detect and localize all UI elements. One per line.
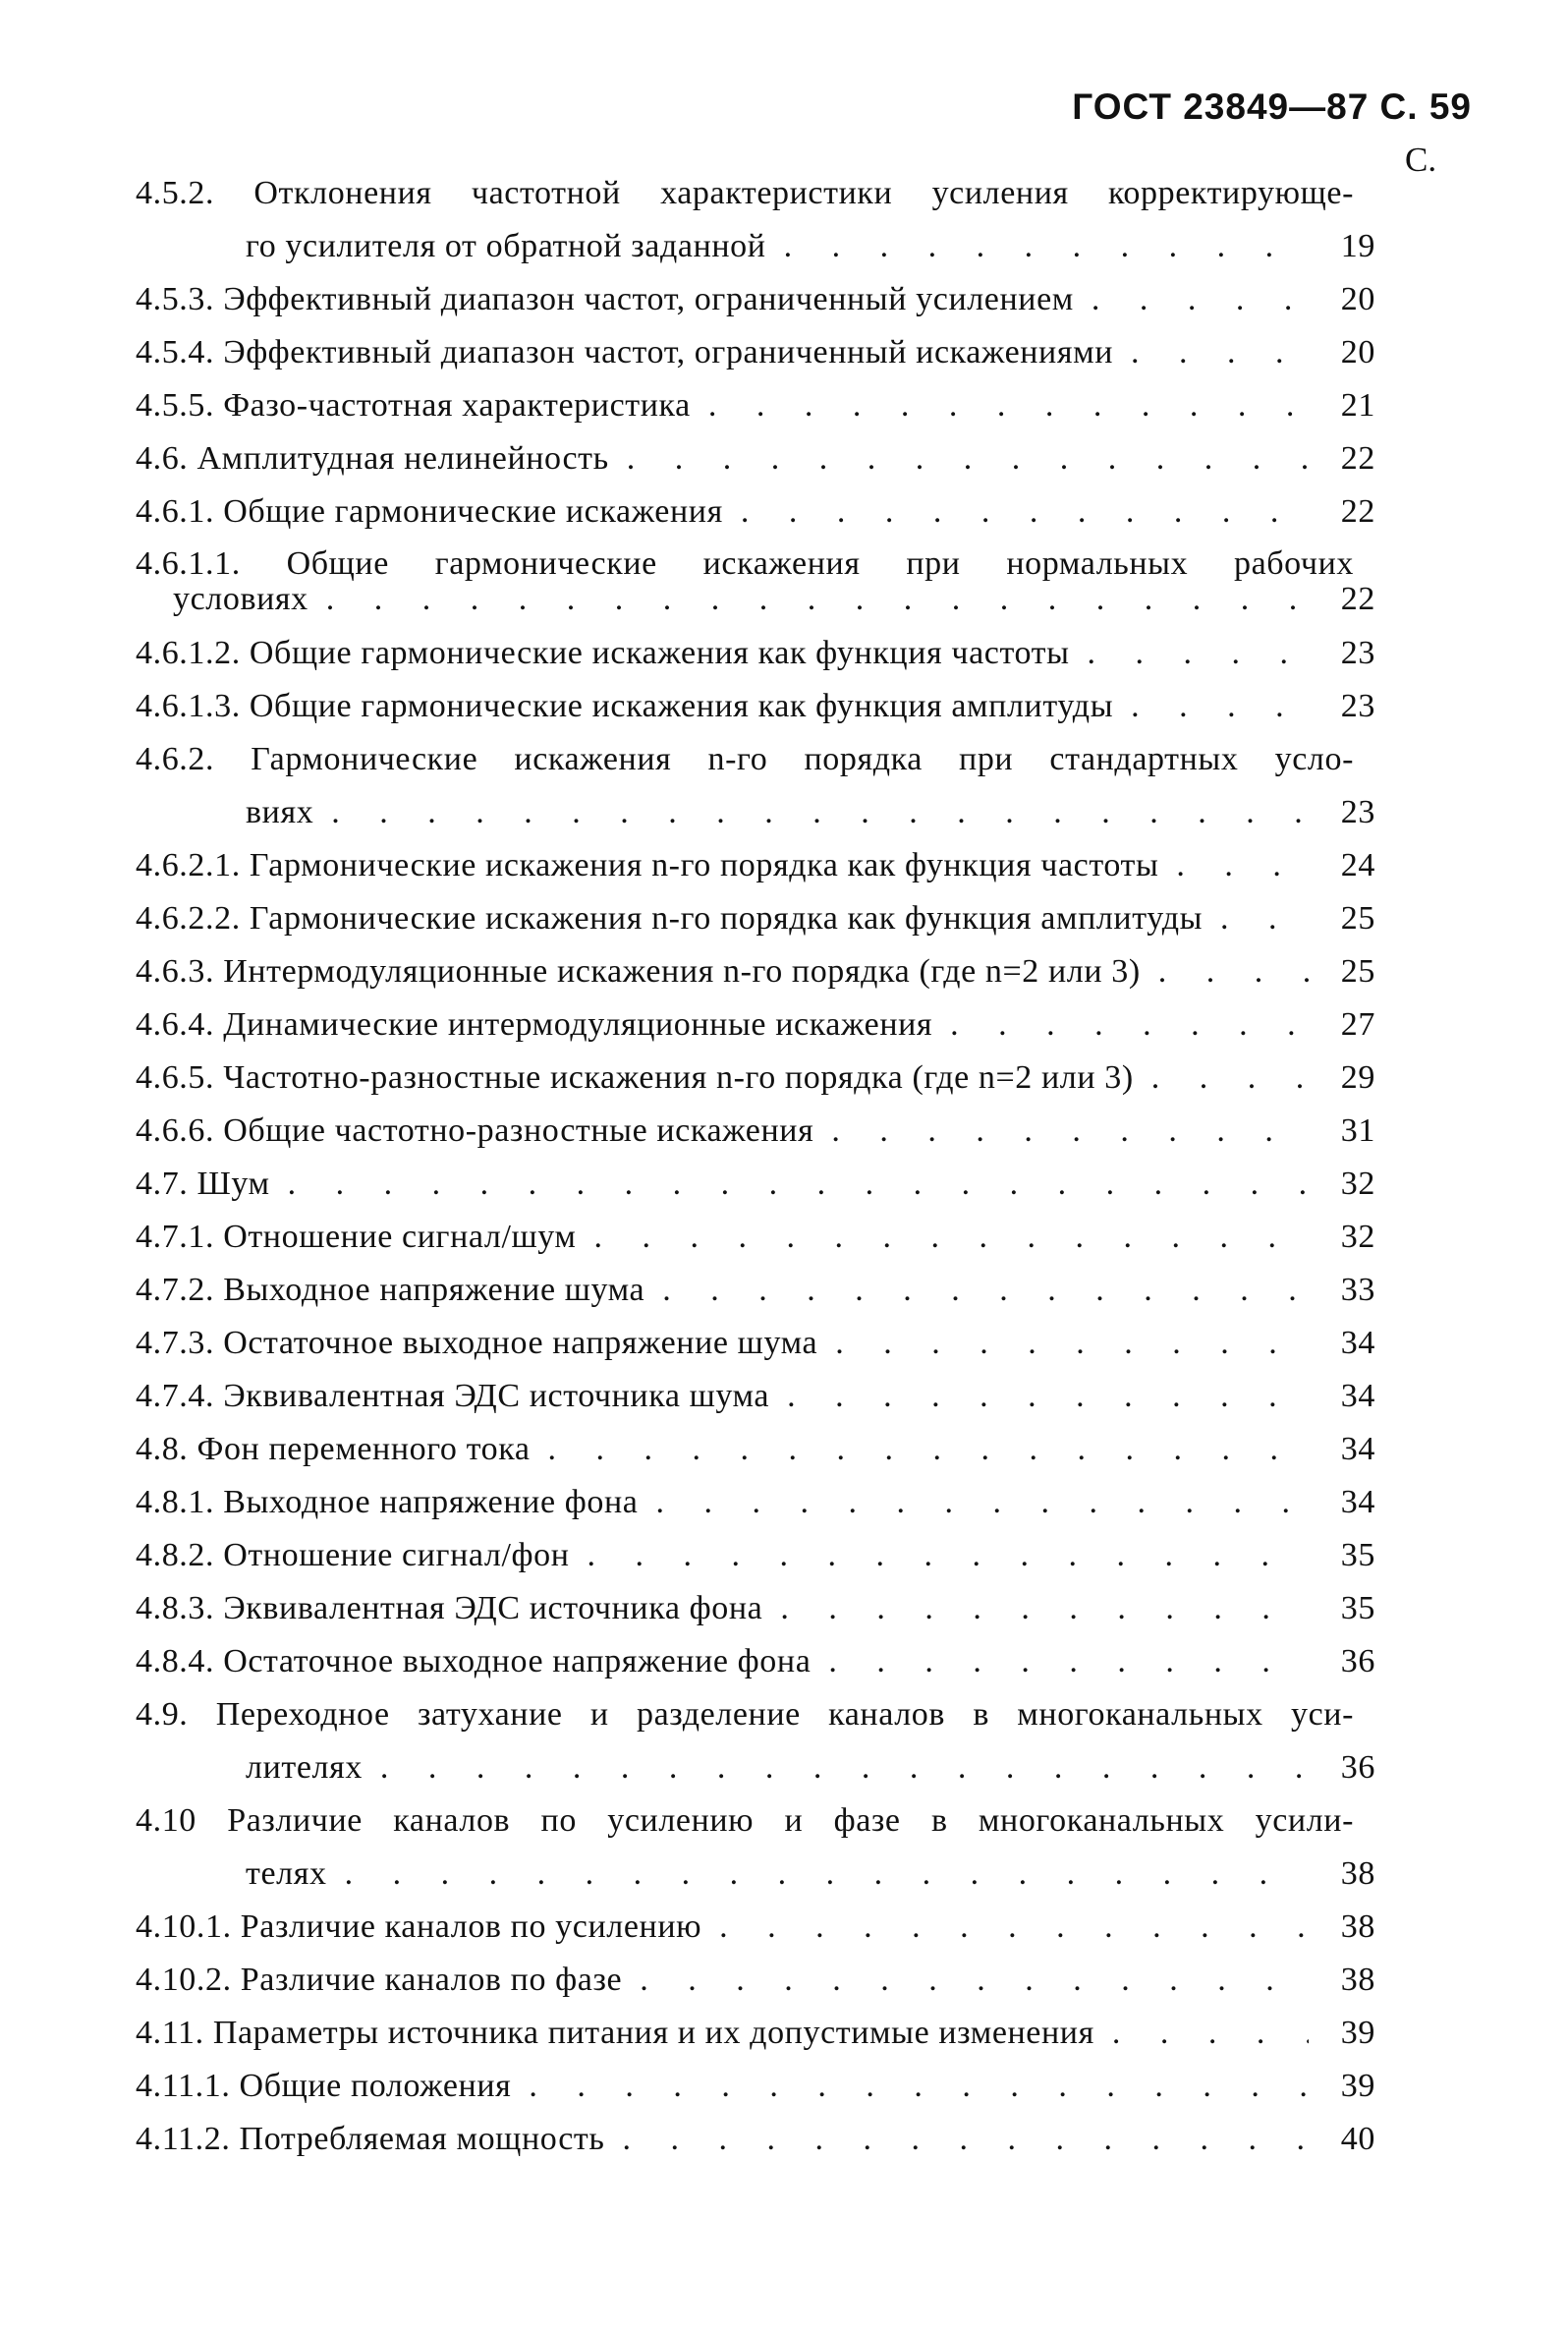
toc-entry-text: 4.11.2. Потребляемая мощность — [136, 2121, 605, 2157]
toc-entry — [136, 440, 1375, 493]
toc-entry-text: условиях — [173, 581, 308, 617]
toc-entry — [136, 493, 1375, 546]
toc-entry — [136, 900, 1375, 953]
dot-leader — [380, 1749, 1309, 1787]
dot-leader — [331, 794, 1309, 831]
toc-entry — [136, 847, 1375, 900]
toc-page-number: 31 — [1340, 1112, 1375, 1149]
toc-page-number: 19 — [1340, 228, 1375, 264]
toc-entry — [136, 1908, 1375, 1962]
dot-leader — [1176, 847, 1309, 884]
toc-page-number: 38 — [1340, 1962, 1375, 1998]
toc-entry — [136, 1431, 1375, 1484]
toc-page-number: 34 — [1340, 1431, 1375, 1467]
toc-page-number: 23 — [1340, 794, 1375, 830]
toc-entry-text: 4.7.4. Эквивалентная ЭДС источника шума — [136, 1378, 770, 1414]
toc-entry-text: 4.8.4. Остаточное выходное напряжение фона — [136, 1643, 812, 1679]
dot-leader — [655, 1484, 1309, 1521]
toc-page-number: 36 — [1340, 1749, 1375, 1786]
toc-page-number: 40 — [1340, 2121, 1375, 2157]
toc-page-number: 23 — [1340, 688, 1375, 724]
toc-entry-text: 4.6.1.3. Общие гармонические искажения как функция амплитуды — [136, 688, 1114, 724]
toc-entry — [136, 1962, 1375, 2015]
toc-entry-text: 4.5.2. Отклонения частотной характеристики усиления корректирующе- — [136, 175, 1354, 211]
toc-page-number: 25 — [1340, 953, 1375, 990]
toc-entry — [136, 281, 1375, 334]
toc-page-number: 24 — [1340, 847, 1375, 883]
toc-entry-text: го усилителя от обратной заданной — [246, 228, 766, 264]
toc-entry-text: 4.8. Фон переменного тока — [136, 1431, 531, 1467]
toc-entry-text: 4.6.2.2. Гармонические искажения n-го порядка как функция амплитуды — [136, 900, 1204, 937]
toc-entry-text: 4.6.1. Общие гармонические искажения — [136, 493, 723, 530]
toc-entry — [136, 1006, 1375, 1059]
toc-entry-text: 4.5.3. Эффективный диапазон частот, ограниченный усилением — [136, 281, 1074, 317]
toc-page-number: 34 — [1340, 1378, 1375, 1414]
toc-page-number: 34 — [1340, 1484, 1375, 1520]
page-column-label: С. — [1405, 141, 1437, 179]
dot-leader — [835, 1325, 1309, 1362]
dot-leader — [708, 387, 1309, 425]
dot-leader — [594, 1219, 1309, 1256]
dot-leader — [828, 1643, 1309, 1680]
toc-entry-text: 4.6.4. Динамические интермодуляционные искажения — [136, 1006, 933, 1043]
dot-leader — [831, 1112, 1309, 1150]
dot-leader — [345, 1855, 1309, 1893]
toc-entry-text: 4.11.1. Общие положения — [136, 2068, 512, 2104]
toc-entry-text: 4.6.2. Гармонические искажения n-го порядка при стандартных усло- — [136, 741, 1354, 777]
toc-entry — [136, 1590, 1375, 1643]
page-header: ГОСТ 23849—87 С. 59 — [1072, 86, 1472, 127]
toc-entry-text: 4.8.1. Выходное напряжение фона — [136, 1484, 639, 1520]
toc-page-number: 32 — [1340, 1219, 1375, 1255]
toc-page-number: 33 — [1340, 1272, 1375, 1308]
toc-entry-text: телях — [246, 1855, 327, 1892]
toc-entry — [136, 688, 1375, 741]
dot-leader — [627, 440, 1309, 478]
toc-entry-text: 4.8.2. Отношение сигнал/фон — [136, 1537, 570, 1573]
toc-entry — [136, 1378, 1375, 1431]
dot-leader — [288, 1166, 1309, 1203]
toc-entry-text: 4.6.2.1. Гармонические искажения n-го порядка как функция частоты — [136, 847, 1159, 883]
toc-page-number: 29 — [1340, 1059, 1375, 1096]
toc-entry-text: 4.8.3. Эквивалентная ЭДС источника фона — [136, 1590, 763, 1626]
toc-entry — [136, 546, 1375, 617]
toc-entry-text: 4.10 Различие каналов по усилению и фазе в многоканальных усили- — [136, 1802, 1354, 1839]
dot-leader — [784, 228, 1309, 265]
toc-entry — [136, 953, 1375, 1006]
toc-page-number: 32 — [1340, 1166, 1375, 1202]
toc-entry — [136, 1484, 1375, 1537]
toc-entry — [136, 1219, 1375, 1272]
dot-leader — [1131, 334, 1309, 371]
dot-leader — [622, 2121, 1309, 2158]
toc-entry-text: 4.7.2. Выходное напряжение шума — [136, 1272, 645, 1308]
toc-entry-text: 4.6.6. Общие частотно-разностные искажения — [136, 1112, 814, 1149]
toc-entry-text: 4.6. Амплитудная нелинейность — [136, 440, 609, 477]
toc-page-number: 34 — [1340, 1325, 1375, 1361]
toc-entry-text: 4.6.1.1. Общие гармонические искажения при нормальных рабочих — [136, 545, 1354, 582]
toc-page-number: 27 — [1340, 1006, 1375, 1043]
toc-entry — [136, 1112, 1375, 1166]
toc-page-number: 39 — [1340, 2068, 1375, 2104]
dot-leader — [326, 582, 1309, 617]
toc-entry — [136, 175, 1375, 281]
toc-entry-text: 4.7.3. Остаточное выходное напряжение шума — [136, 1325, 818, 1361]
dot-leader — [1151, 1059, 1309, 1097]
toc-entry-text: 4.10.1. Различие каналов по усилению — [136, 1908, 702, 1945]
toc-entry — [136, 1272, 1375, 1325]
toc-page-number: 39 — [1340, 2015, 1375, 2051]
toc-entry-text: 4.6.5. Частотно-разностные искажения n-го порядка (где n=2 или 3) — [136, 1059, 1134, 1096]
toc-entry-text: 4.5.4. Эффективный диапазон частот, ограниченный искажениями — [136, 334, 1114, 370]
dot-leader — [588, 1537, 1309, 1574]
dot-leader — [1088, 635, 1309, 672]
toc-page-number: 22 — [1340, 581, 1375, 617]
toc-entry-text: 4.6.3. Интермодуляционные искажения n-го порядка (где n=2 или 3) — [136, 953, 1141, 990]
toc-entry-text: 4.5.5. Фазо-частотная характеристика — [136, 387, 691, 424]
toc-entry — [136, 1166, 1375, 1219]
toc-page-number: 21 — [1340, 387, 1375, 424]
toc-entry-text: 4.10.2. Различие каналов по фазе — [136, 1962, 623, 1998]
toc-page-number: 22 — [1340, 440, 1375, 477]
toc-page-number: 35 — [1340, 1537, 1375, 1573]
toc-entry — [136, 2068, 1375, 2121]
toc-entry — [136, 635, 1375, 688]
toc-page-number: 20 — [1340, 334, 1375, 370]
dot-leader — [1131, 688, 1309, 725]
dot-leader — [1092, 281, 1309, 318]
dot-leader — [640, 1962, 1309, 1999]
toc-page-number: 36 — [1340, 1643, 1375, 1679]
toc-page-number: 22 — [1340, 493, 1375, 530]
toc-entry — [136, 1643, 1375, 1696]
toc-entry-text: 4.11. Параметры источника питания и их допустимые изменения — [136, 2015, 1094, 2051]
dot-leader — [1112, 2015, 1309, 2052]
table-of-contents — [136, 175, 1375, 2174]
toc-entry-text: 4.7.1. Отношение сигнал/шум — [136, 1219, 577, 1255]
toc-page-number: 38 — [1340, 1855, 1375, 1892]
toc-entry — [136, 1537, 1375, 1590]
toc-entry — [136, 1059, 1375, 1112]
toc-page-number: 25 — [1340, 900, 1375, 937]
toc-page-number: 38 — [1340, 1908, 1375, 1945]
toc-entry — [136, 2015, 1375, 2068]
toc-entry-text: лителях — [246, 1749, 363, 1786]
toc-entry — [136, 334, 1375, 387]
toc-entry-text: 4.6.1.2. Общие гармонические искажения как функция частоты — [136, 635, 1070, 671]
dot-leader — [719, 1908, 1309, 1946]
toc-entry — [136, 1325, 1375, 1378]
toc-entry — [136, 1696, 1375, 1802]
toc-page-number: 23 — [1340, 635, 1375, 671]
dot-leader — [741, 493, 1309, 531]
toc-entry-text: 4.9. Переходное затухание и разделение каналов в многоканальных уси- — [136, 1696, 1354, 1733]
dot-leader — [1220, 900, 1309, 938]
toc-entry — [136, 2121, 1375, 2174]
toc-entry-text: 4.7. Шум — [136, 1166, 270, 1202]
toc-page-number: 35 — [1340, 1590, 1375, 1626]
toc-entry — [136, 1802, 1375, 1908]
toc-entry — [136, 387, 1375, 440]
dot-leader — [1158, 953, 1309, 991]
dot-leader — [548, 1431, 1309, 1468]
toc-page-number: 20 — [1340, 281, 1375, 317]
toc-entry-text: виях — [246, 794, 314, 830]
dot-leader — [662, 1272, 1309, 1309]
dot-leader — [780, 1590, 1309, 1627]
dot-leader — [787, 1378, 1309, 1415]
dot-leader — [529, 2068, 1309, 2105]
dot-leader — [950, 1006, 1309, 1044]
toc-entry — [136, 741, 1375, 847]
